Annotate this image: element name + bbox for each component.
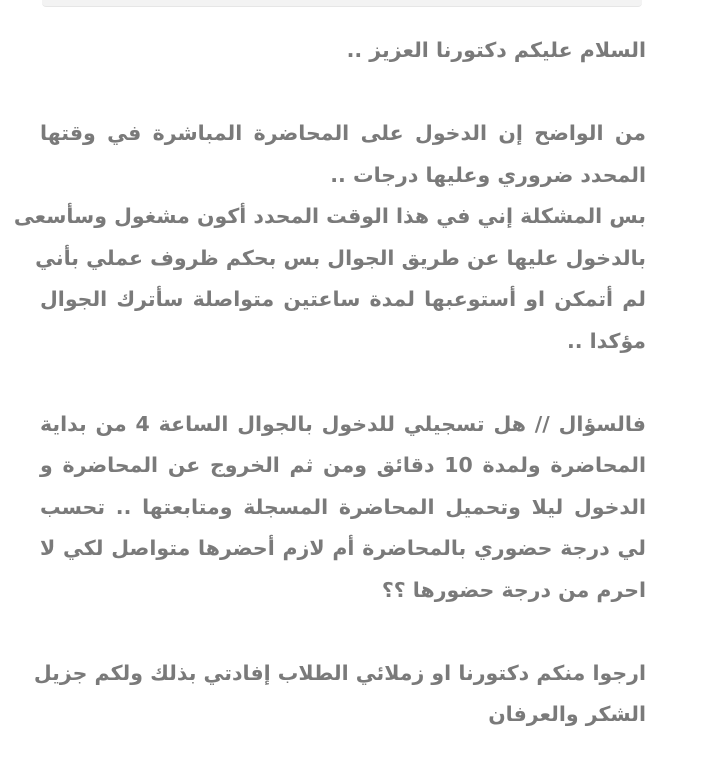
paragraph-gap	[40, 72, 646, 114]
post-line: فالسؤال // هل تسجيلي للدخول بالجوال الساعة 4 من بداية	[40, 411, 646, 436]
paragraph-gap	[40, 362, 646, 404]
post-greeting: السلام عليكم دكتورنا العزيز ..	[346, 38, 646, 62]
post-line: مؤكدا ..	[566, 328, 646, 353]
post-line: الشكر والعرفان	[488, 702, 646, 726]
post-line: بالدخول عليها عن طريق الجوال بس بحكم ظروف عملي بأني	[35, 245, 646, 270]
forum-post-body	[13, 30, 646, 736]
post-line: المحدد ضروري وعليها درجات ..	[330, 162, 646, 187]
post-line: ارجوا منكم دكتورنا او زملائي الطلاب إفادتي بذلك ولكم جزيل	[33, 660, 646, 685]
post-line: من الواضح إن الدخول على المحاضرة المباشرة في وقتها	[40, 121, 646, 145]
post-line: الدخول ليلا وتحميل المحاضرة المسجلة ومتابعتها .. تحسب	[40, 494, 646, 519]
post-line: المحاضرة ولمدة 10 دقائق ومن ثم الخروج عن المحاضرة و	[40, 453, 646, 477]
post-line: لم أتمكن او أستوعبها لمدة ساعتين متواصلة سأترك الجوال	[40, 287, 646, 311]
top-divider	[42, 0, 642, 7]
post-line: بس المشكلة إني في هذا الوقت المحدد أكون مشغول وسأسعى	[13, 204, 646, 228]
paragraph-gap	[40, 611, 646, 653]
post-line: لي درجة حضوري بالمحاضرة أم لازم أحضرها متواصل لكي لا	[40, 536, 646, 560]
post-line: احرم من درجة حضورها ؟؟	[381, 577, 646, 602]
